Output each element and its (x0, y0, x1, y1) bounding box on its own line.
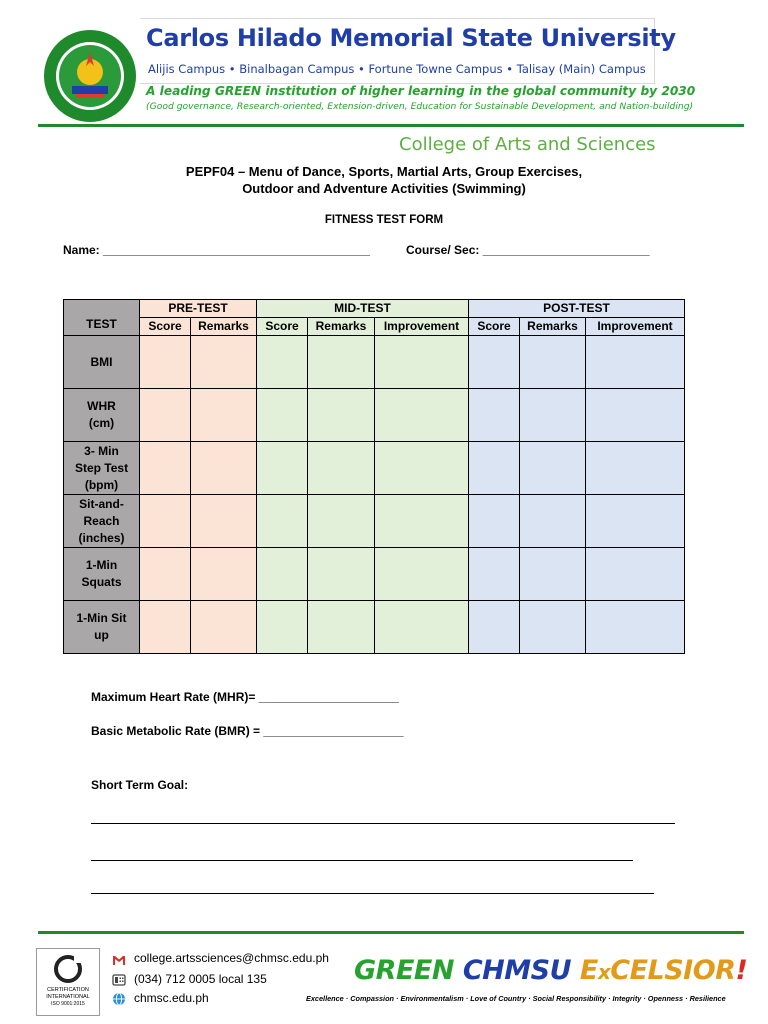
vision-subtagline: (Good governance, Research-oriented, Extension-driven, Education for Sustainable Development, and Nation-building) (146, 101, 694, 112)
test-name-line: WHR (87, 399, 116, 413)
institutional-slogan: GREEN CHMSU ExCELSIOR! (354, 955, 748, 986)
mid-improvement-cell[interactable] (375, 336, 469, 389)
vision-tagline: A leading GREEN institution of higher learning in the global community by 2030 (146, 84, 696, 98)
mid-score-cell[interactable] (257, 495, 308, 548)
test-name-line: BMI (90, 354, 113, 369)
post-improvement-cell[interactable] (586, 548, 685, 601)
post-score-cell[interactable] (469, 601, 520, 654)
test-row (64, 389, 685, 442)
test-name-line: (cm) (88, 416, 115, 430)
test-row (64, 442, 685, 495)
pre-remarks-cell[interactable] (191, 601, 257, 654)
test-name-line: 1-Min (85, 558, 118, 572)
test-header: TEST (64, 300, 140, 336)
test-row (64, 601, 685, 654)
mid-score-cell[interactable] (257, 601, 308, 654)
pre-score-cell[interactable] (140, 389, 191, 442)
test-row (64, 548, 685, 601)
cert-text: CERTIFICATION INTERNATIONAL ISO 9001:2015 (46, 987, 90, 1007)
college-name: College of Arts and Sciences (399, 134, 656, 155)
test-name-cell (64, 601, 140, 654)
mid-score-cell[interactable] (257, 389, 308, 442)
pre-score-cell[interactable] (140, 336, 191, 389)
pre-score-cell[interactable] (140, 495, 191, 548)
post-score-cell[interactable] (469, 548, 520, 601)
goal-line-3[interactable] (91, 893, 654, 894)
certification-ring-icon (52, 953, 84, 985)
mhr-field[interactable]: Maximum Heart Rate (MHR)= _____________________ (91, 690, 399, 704)
core-values: Excellence · Compassion · Environmentalism · Love of Country · Social Responsibility · Integrity · Openness · Resilience (306, 994, 726, 1003)
test-name-line: Squats (81, 575, 122, 589)
course-title-line1: PEPF04 – Menu of Dance, Sports, Martial Arts, Group Exercises, (185, 164, 583, 179)
test-name-line: (bpm) (84, 477, 119, 492)
course-section-field[interactable]: Course/ Sec: _________________________ (406, 243, 650, 257)
mid-score-cell[interactable] (257, 336, 308, 389)
post-improvement-cell[interactable] (586, 389, 685, 442)
test-name-line: (inches) (78, 530, 125, 545)
test-rows (64, 336, 685, 654)
post-score-cell[interactable] (469, 336, 520, 389)
course-title-line2: Outdoor and Adventure Activities (Swimming) (242, 181, 526, 196)
fitness-test-table (63, 299, 685, 654)
test-name-cell (64, 548, 140, 601)
post-remarks-cell[interactable] (520, 548, 586, 601)
mid-remarks-cell[interactable] (308, 336, 375, 389)
goal-line-1[interactable] (91, 823, 675, 824)
contact-website[interactable]: chmsc.edu.ph (134, 991, 209, 1005)
email-icon (112, 953, 126, 967)
pre-remarks-cell[interactable] (191, 495, 257, 548)
mid-remarks-header: Remarks (308, 318, 375, 336)
mid-improvement-cell[interactable] (375, 495, 469, 548)
post-test-header: POST-TEST (469, 300, 685, 318)
post-improvement-cell[interactable] (586, 442, 685, 495)
mid-remarks-cell[interactable] (308, 601, 375, 654)
test-row (64, 495, 685, 548)
campus-list: Alijis Campus • Binalbagan Campus • Fortune Towne Campus • Talisay (Main) Campus (148, 62, 646, 76)
mid-improvement-header: Improvement (375, 318, 469, 336)
post-remarks-cell[interactable] (520, 336, 586, 389)
post-remarks-cell[interactable] (520, 495, 586, 548)
iso-certification-badge (36, 948, 100, 1016)
mid-score-cell[interactable] (257, 442, 308, 495)
test-name-cell (64, 495, 140, 548)
mid-remarks-cell[interactable] (308, 548, 375, 601)
test-name-cell (64, 389, 140, 442)
post-score-cell[interactable] (469, 389, 520, 442)
goal-line-2[interactable] (91, 860, 633, 861)
phone-icon (112, 973, 126, 987)
mid-remarks-cell[interactable] (308, 495, 375, 548)
post-remarks-cell[interactable] (520, 601, 586, 654)
mid-improvement-cell[interactable] (375, 601, 469, 654)
test-name-line: 3- Min (84, 443, 119, 458)
post-remarks-header: Remarks (520, 318, 586, 336)
header-divider (38, 124, 744, 127)
footer-divider (38, 931, 744, 934)
pre-remarks-cell[interactable] (191, 389, 257, 442)
test-name-line: Sit-and- (79, 496, 124, 511)
pre-test-header: PRE-TEST (140, 300, 257, 318)
test-name-cell (64, 442, 140, 495)
post-improvement-cell[interactable] (586, 601, 685, 654)
contact-phone[interactable]: (034) 712 0005 local 135 (134, 972, 267, 986)
post-score-cell[interactable] (469, 442, 520, 495)
pre-remarks-cell[interactable] (191, 336, 257, 389)
pre-remarks-header: Remarks (191, 318, 257, 336)
mid-test-header: MID-TEST (257, 300, 469, 318)
post-score-cell[interactable] (469, 495, 520, 548)
pre-remarks-cell[interactable] (191, 442, 257, 495)
pre-score-cell[interactable] (140, 442, 191, 495)
university-seal-icon (42, 28, 138, 124)
name-field[interactable]: Name: ________________________________________ (63, 243, 370, 257)
post-improvement-header: Improvement (586, 318, 685, 336)
post-remarks-cell[interactable] (520, 389, 586, 442)
mid-improvement-cell[interactable] (375, 548, 469, 601)
pre-remarks-cell[interactable] (191, 548, 257, 601)
university-name: Carlos Hilado Memorial State University (146, 24, 676, 52)
test-name-line: 1-Min Sit (76, 611, 127, 625)
mid-remarks-cell[interactable] (308, 442, 375, 495)
test-name-cell (64, 336, 140, 389)
post-improvement-cell[interactable] (586, 336, 685, 389)
contact-email[interactable]: college.artssciences@chmsc.edu.ph (134, 951, 329, 965)
mid-improvement-cell[interactable] (375, 442, 469, 495)
post-improvement-cell[interactable] (586, 495, 685, 548)
test-name-line: Step Test (74, 460, 129, 475)
post-remarks-cell[interactable] (520, 442, 586, 495)
mid-remarks-cell[interactable] (308, 389, 375, 442)
test-row (64, 336, 685, 389)
pre-score-cell[interactable] (140, 548, 191, 601)
mid-score-header: Score (257, 318, 308, 336)
globe-icon (112, 992, 126, 1006)
test-name-line: Reach (83, 513, 120, 528)
short-term-goal-label: Short Term Goal: (91, 778, 189, 792)
mid-score-cell[interactable] (257, 548, 308, 601)
post-score-header: Score (469, 318, 520, 336)
mid-improvement-cell[interactable] (375, 389, 469, 442)
pre-score-header: Score (140, 318, 191, 336)
test-name-line: up (94, 628, 109, 642)
form-title: FITNESS TEST FORM (324, 214, 444, 226)
pre-score-cell[interactable] (140, 601, 191, 654)
bmr-field[interactable]: Basic Metabolic Rate (BMR) = _____________________ (91, 724, 404, 738)
